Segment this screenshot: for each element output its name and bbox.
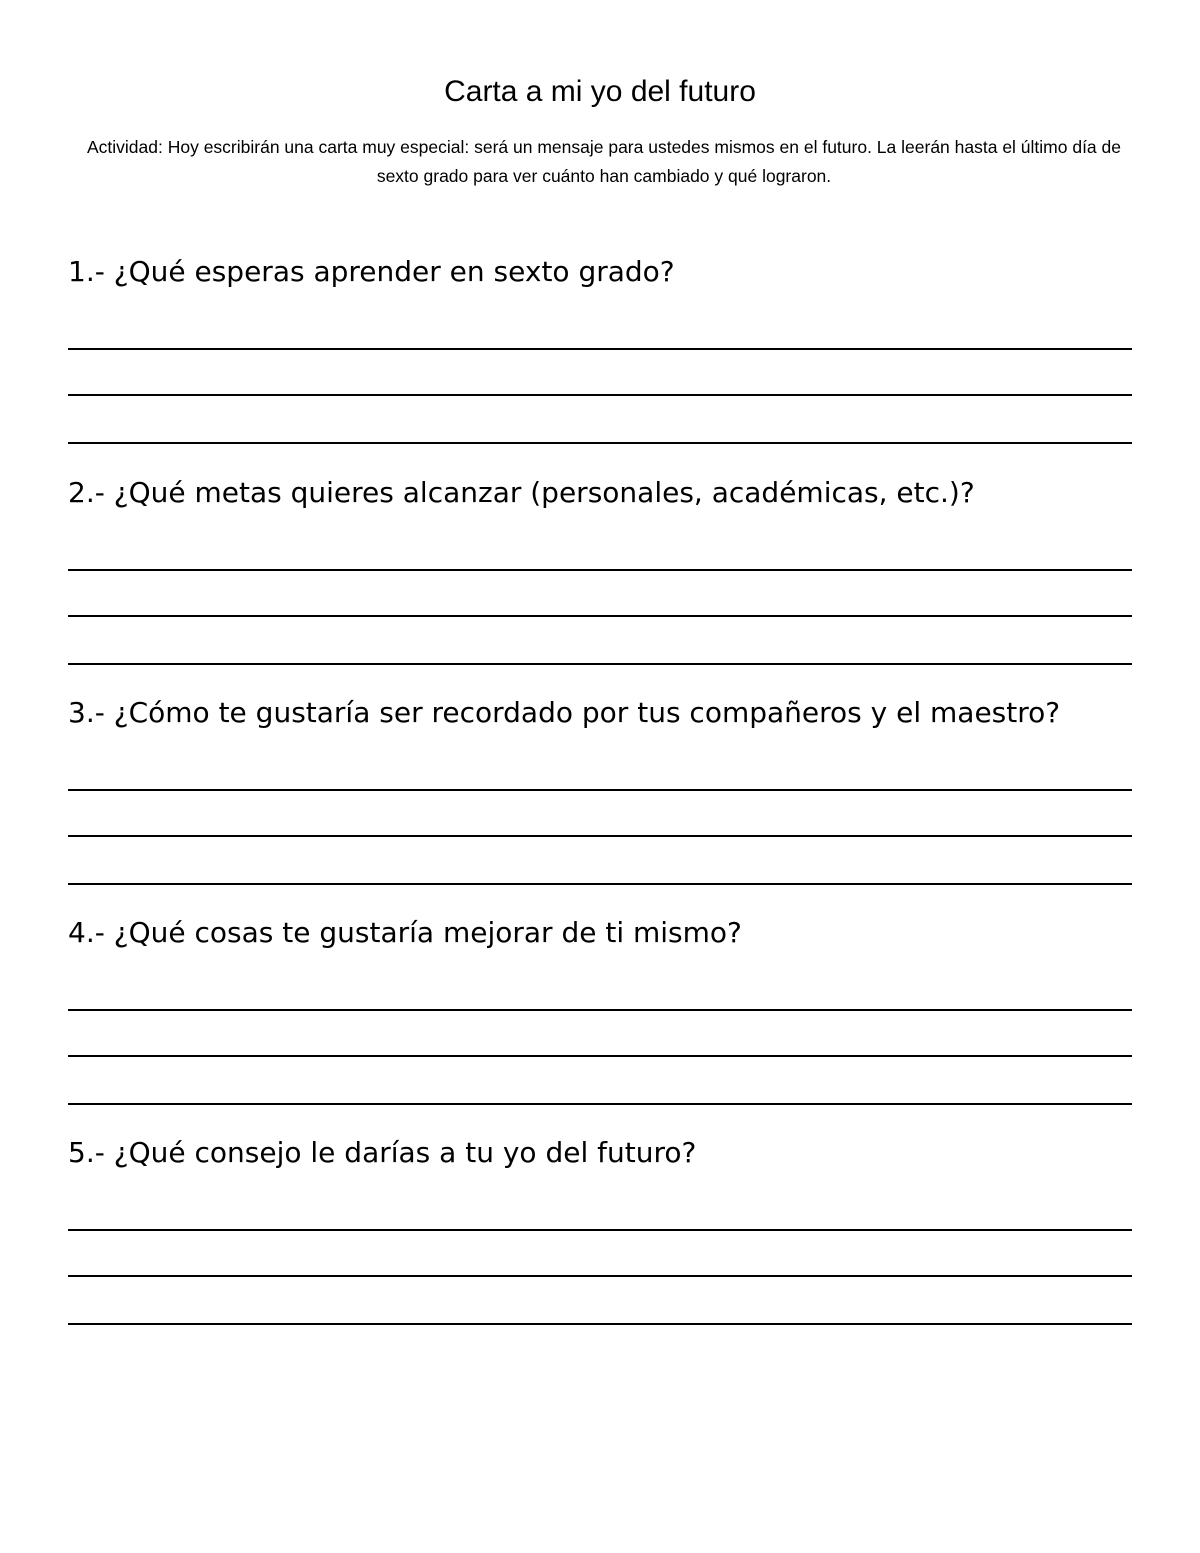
answer-line[interactable]: [68, 348, 1132, 350]
answer-line[interactable]: [68, 1009, 1132, 1011]
answer-line[interactable]: [68, 569, 1132, 571]
page-title: Carta a mi yo del futuro: [444, 75, 756, 108]
question-text: 3.- ¿Cómo te gustaría ser recordado por tus compañeros y el maestro?: [68, 696, 1061, 729]
answer-line[interactable]: [68, 835, 1132, 837]
answer-line[interactable]: [68, 442, 1132, 444]
answer-line[interactable]: [68, 789, 1132, 791]
answer-line[interactable]: [68, 615, 1132, 617]
answer-line[interactable]: [68, 663, 1132, 665]
answer-line[interactable]: [68, 1103, 1132, 1105]
question-text: 4.- ¿Qué cosas te gustaría mejorar de ti mismo?: [68, 916, 742, 949]
answer-line[interactable]: [68, 394, 1132, 396]
answer-line[interactable]: [68, 1275, 1132, 1277]
answer-line[interactable]: [68, 883, 1132, 885]
answer-line[interactable]: [68, 1323, 1132, 1325]
activity-instructions: Actividad: Hoy escribirán una carta muy especial: será un mensaje para ustedes mismos en el futuro. La leerán hasta el último día de sexto grado para ver cuánto han cambiado y qué lograron.: [86, 137, 1121, 186]
question-text: 5.- ¿Qué consejo le darías a tu yo del futuro?: [68, 1136, 697, 1169]
answer-line[interactable]: [68, 1055, 1132, 1057]
question-text: 1.- ¿Qué esperas aprender en sexto grado?: [68, 255, 675, 288]
question-text: 2.- ¿Qué metas quieres alcanzar (personales, académicas, etc.)?: [68, 476, 975, 509]
answer-line[interactable]: [68, 1229, 1132, 1231]
